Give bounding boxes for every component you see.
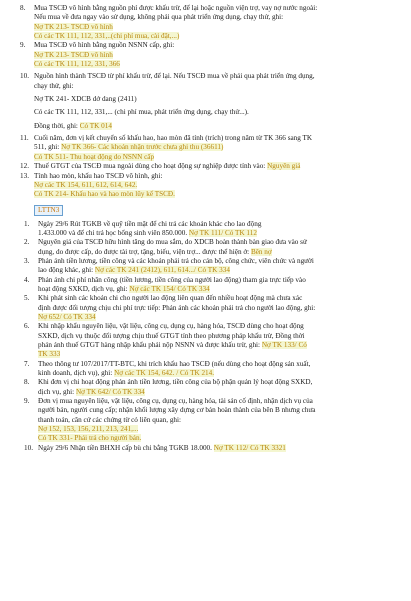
list-item [20,172,401,200]
list-item [20,41,401,69]
item-line [38,388,401,397]
item-line [34,41,401,50]
numbered-list-ltt3 [20,220,401,454]
item-line [38,304,401,313]
item-line [34,32,401,41]
item-line [38,425,401,434]
item-line [34,4,401,13]
list-item [20,72,401,131]
item-number: 1. [24,219,30,228]
item-line [34,72,401,81]
item-line [38,248,401,257]
item-line [34,23,401,32]
text: 511, ghi: [34,143,62,152]
item-line [34,60,401,69]
item-line [34,162,401,171]
item-number: 9. [24,397,30,406]
item-number: 2. [24,238,30,247]
list-item [20,238,401,257]
text: Thuế GTGT của TSCĐ mua ngoài dùng cho hoạt động sự nghiệp được tính vào: [34,162,268,171]
highlighted-text: Nợ 152, 153, 156, 211, 213, 241,... [38,425,139,434]
highlighted-text: Nợ TK 642/ Có TK 334 [75,387,145,396]
item-number: 6. [24,322,30,331]
item-number: 9. [20,41,26,50]
list-item [20,134,401,162]
item-line [38,285,401,294]
highlighted-text: TK 333 [38,350,61,359]
item-number: 10. [24,443,33,452]
item-line [38,220,401,229]
highlighted-text: Có các TK 111, 112, 331, 366 [34,60,120,69]
item-line [38,332,401,341]
highlighted-text: Nợ TK 112/ Có TK 3321 [213,443,286,452]
text: dịch vụ, ghi: [38,387,76,396]
highlighted-text: Có TK 331- Phải trả cho người bán. [38,434,142,443]
item-line [34,13,401,22]
text: Nếu mua về đưa ngay vào sử dụng, không phải qua phát triển ứng dụng, chạy thử, ghi: [34,13,284,22]
highlighted-text: Có TK 014 [79,121,112,130]
highlighted-text: Nợ các TK 154/ Có TK 334 [129,284,210,293]
item-line [38,229,401,238]
list-item [20,360,401,379]
item-line [38,341,401,350]
item-line [38,276,401,285]
item-line [38,416,401,425]
text: Phản ánh chi phí nhân công (tiền lương, tiền công của người lao động) tham gia trực tiếp vào [38,275,306,284]
item-number: 8. [20,4,26,12]
text: Khi nhập khẩu nguyên liệu, vật liệu, công cụ, dụng cụ, hàng hóa, TSCĐ dùng cho hoạt động [38,322,304,331]
text: Khi phát sinh các khoản chi cho người lao động liên quan đến nhiều hoạt động mà chưa xác [38,294,303,303]
text: Nguyên giá của TSCĐ hữu hình tăng do mua sắm, do XDCB hoàn thành bàn giao đưa vào sử [38,238,307,247]
text: Mua TSCĐ vô hình bằng nguồn phí được khấu trừ, để lại hoặc nguồn viện trợ, vay nợ nước ngoài: [34,4,318,12]
text: thanh toán, căn cứ các chứng từ có liên quan, ghi: [38,415,182,424]
item-line [38,257,401,266]
highlighted-text: Nợ TK 366- Các khoản nhận trước chưa ghi thu (36611) [61,143,224,152]
text: Cuối năm, đơn vị kết chuyển số khấu hao, hao mòn đã tính (trích) trong năm từ TK 366 sang TK [34,134,313,143]
item-number: 12. [20,162,29,171]
list-item [20,294,401,322]
item-line [38,360,401,369]
item-line [34,108,401,117]
item-line [38,313,401,322]
list-item [20,220,401,239]
text: Đơn vị mua nguyên liệu, vật liệu, công cụ, dụng cụ, hàng hóa, tài sản cố định, nhận dịch vụ của [38,397,313,406]
text: Nguồn hình thành TSCĐ từ phí khấu trừ, để lại. Nếu TSCĐ mua về phải qua phát triển ứng dụng, [34,72,315,81]
list-item [20,322,401,359]
item-line [34,153,401,162]
text: Có các TK 111, 112, 331,... (chi phí mua, phát triển ứng dụng, chạy thử...). [34,108,249,117]
highlighted-text: Nợ TK 111/ Có TK 112 [188,228,257,237]
item-number: 4. [24,275,30,284]
list-item [20,4,401,41]
text: Tính hao mòn, khấu hao TSCĐ vô hình, ghi: [34,171,163,180]
text: Khi đơn vị chi hoạt động phản ánh tiền lương, tiền công của bộ phận quản lý hoạt động SXKD, [38,378,313,387]
text: chạy thử, ghi: [34,81,74,90]
text: kinh doanh, dịch vụ), ghi: [38,369,115,378]
text: 1.433.000 và để chi trả học bổng sinh viên 850.000. [38,228,189,237]
item-line [34,122,401,131]
item-line [38,397,401,406]
item-line [38,294,401,303]
item-number: 3. [24,256,30,265]
item-number: 10. [20,72,29,81]
text: Nợ TK 241- XDCB dở dang (2411) [34,95,137,104]
highlighted-text: Nợ các TK 241 (2412), 611, 614.../ Có TK 334 [94,266,230,275]
item-number: 7. [24,359,30,368]
list-item [20,378,401,397]
text: Phản ánh tiền lương, tiền công và các khoản phải trả cho cán bộ, công chức, viên chức và người [38,256,314,265]
item-line [38,266,401,275]
item-number: 5. [24,294,30,303]
section-title: LTTN3 [34,205,63,216]
item-line [34,51,401,60]
numbered-list-part1 [20,4,401,200]
item-line [38,238,401,247]
highlighted-text: Nợ 652/ Có TK 334 [38,312,96,321]
highlighted-text: Nợ TK 213- TSCĐ vô hình [34,50,113,59]
list-item [20,276,401,295]
highlighted-text: Có TK 511- Thu hoạt động do NSNN cấp [34,152,155,161]
text: Ngày 29/6 Rút TGKB về quỹ tiền mặt để chi trả các khoản khác cho lao động [38,219,262,228]
text: định được đối tượng chịu chi phí trực tiếp: Phản ánh các khoản phải trả cho người lao động, ghi: [38,303,316,312]
item-line [38,444,401,453]
text: lao động khác, ghi: [38,266,95,275]
item-number: 8. [24,378,30,387]
text: người bán, người cung cấp; nhận khối lượng xây dựng cơ bản hoàn thành của bên B nhưng chưa [38,406,316,415]
list-item [20,444,401,453]
highlighted-text: Có TK 214- Khấu hao và hao mòn lũy kế TSCĐ. [34,190,175,199]
highlighted-text: Nợ các TK 154, 642. / Có TK 214. [114,369,215,378]
item-number: 13. [20,171,29,180]
item-line [38,350,401,359]
highlighted-text: Có các TK 111, 112, 331,..(chi phí mua, cài đặt,...) [34,32,180,41]
item-line [38,322,401,331]
text: Mua TSCĐ vô hình bằng nguồn NSNN cấp, ghi: [34,41,175,50]
item-line [38,369,401,378]
highlighted-text: Nợ các TK 154, 611, 612, 614, 642. [34,180,138,189]
item-number: 11. [20,134,29,143]
item-line [34,172,401,181]
item-line [34,82,401,91]
item-line [34,190,401,199]
item-line [38,406,401,415]
text: dụng, do được cấp, do được tài trợ, tặng, biếu, viện trợ... được thể hiện ở: [38,247,251,256]
item-line [38,434,401,443]
list-item [20,397,401,444]
item-line [34,95,401,104]
highlighted-text: Bên nợ [250,247,272,256]
text: Ngày 29/6 Nhận tiền BHXH cấp bù chi bằng TGKB 18.000. [38,443,214,452]
highlighted-text: Nguyên giá [267,162,301,171]
item-line [34,143,401,152]
text: Theo thông tư 107/2017/TT-BTC, khi trích khấu hao TSCĐ (nếu dùng cho hoạt động sản xuất, [38,359,311,368]
text: phản ánh thuế GTGT hàng nhập khẩu phải nộp NSNN và được khấu trừ, ghi: [38,341,262,349]
highlighted-text: Nợ TK 133/ Có [261,341,307,349]
text: hoạt động SXKD, dịch vụ, ghi: [38,284,130,293]
list-item [20,257,401,276]
text: SXKD, dịch vụ thuộc đối tượng chịu thuế GTGT tính theo phương pháp khấu trừ, Đồng thời [38,331,305,340]
item-line [34,181,401,190]
text: Đồng thời, ghi: [34,121,80,130]
item-line [34,134,401,143]
item-line [38,378,401,387]
highlighted-text: Nợ TK 213- TSCĐ vô hình [34,22,113,31]
list-item [20,162,401,171]
